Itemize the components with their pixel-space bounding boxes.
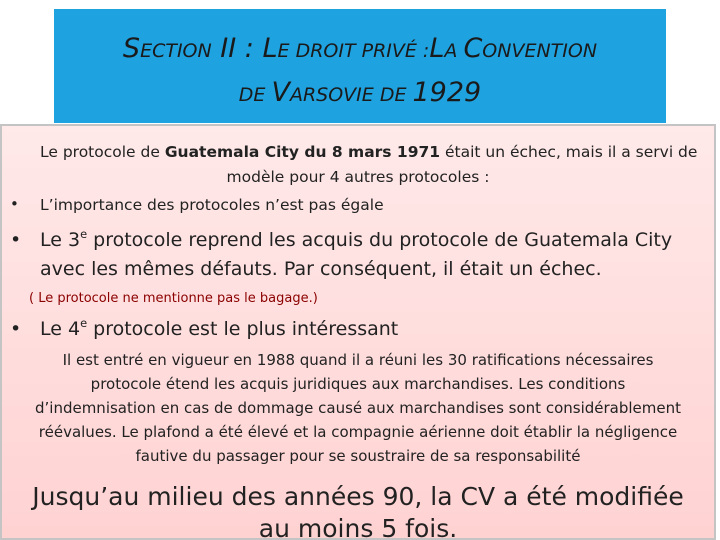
title-line-2 [54,77,666,108]
bullet-marker: • [10,229,22,251]
intro-text: Le protocole de [40,143,165,161]
content-box [0,124,716,540]
intro-bold: Guatemala City du 8 mars 1971 [164,143,441,161]
title-smallcaps: ECTION [140,40,212,62]
paragraph-line: d’indemnisation en cas de dommage causé aux marchandises sont considérablement [34,399,681,417]
bullet-3-text [40,318,398,340]
closing-line-2: au moins 5 fois. [258,514,458,540]
bullet-2-sup: e [80,227,88,241]
bullet-2-a: Le 3 [40,229,81,251]
bullet-marker: • [10,195,19,213]
bullet-2-line-2: avec les mêmes défauts. Par conséquent, il était un échec. [40,258,602,280]
parenthetical-note: ( Le protocole ne mentionne pas le bagage.) [29,291,318,306]
bullet-3-sup: e [80,316,88,330]
title-year: 1929 [412,77,482,108]
title-smallcaps: DE [238,84,272,106]
bullet-2-text [40,229,672,251]
slide-title [54,9,666,123]
paragraph-line: Il est entré en vigueur en 1988 quand il a réuni les 30 ratifications nécessaires [62,351,654,369]
paragraph-line: réévalues. Le plafond a été élevé et la compagnie aérienne doit établir la négligence [38,423,678,441]
title-cap: C [463,33,483,64]
title-smallcaps: E DROIT PRIVÉ : [277,40,430,62]
title-line-1 [54,33,666,64]
title-cap: L [429,33,445,64]
bullet-1-text: L’importance des protocoles n’est pas égale [40,196,384,214]
bullet-2-b: protocole reprend les acquis du protocole de Guatemala City [87,229,673,251]
title-smallcaps: ARSOVIE DE [289,84,413,106]
intro-text: était un échec, mais il a servi de [440,143,698,161]
intro-line-2: modèle pour 4 autres protocoles : [226,168,490,186]
title-text: II : [211,33,263,64]
title-cap: S [122,33,141,64]
intro-line-1 [40,143,697,161]
closing-line-1: Jusqu’au milieu des années 90, la CV a été modifiée [32,482,684,511]
title-cap: L [262,33,278,64]
title-smallcaps: ONVENTION [482,40,598,62]
title-cap: V [271,77,290,108]
bullet-3-b: protocole est le plus intéressant [87,318,399,340]
title-smallcaps: A [444,40,464,62]
bullet-3-a: Le 4 [40,318,81,340]
paragraph-line: fautive du passager pour se soustraire de sa responsabilité [135,447,581,465]
paragraph-line: protocole étend les acquis juridiques aux marchandises. Les conditions [90,375,626,393]
bullet-marker: • [10,318,22,340]
